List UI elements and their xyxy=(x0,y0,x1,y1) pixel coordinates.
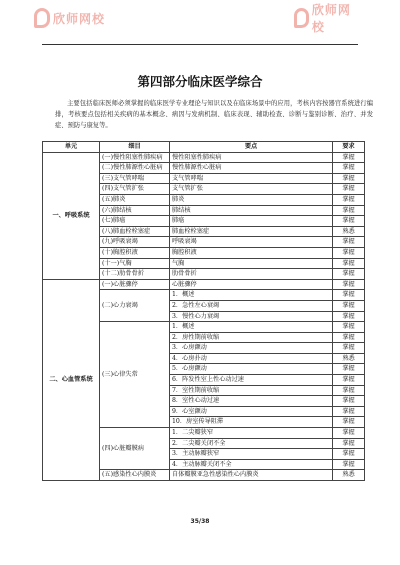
requirement-cell: 掌握 xyxy=(333,417,365,428)
topic-cell: (五)感染性心内膜炎 xyxy=(100,470,170,481)
point-cell: 3．心房颤动 xyxy=(170,343,333,354)
requirement-cell: 掌握 xyxy=(333,237,365,248)
point-cell: 胸腔积液 xyxy=(170,247,333,258)
syllabus-table xyxy=(42,141,365,481)
intro-paragraph: 主要包括临床医师必须掌握的临床医学专业理论与知识以及在临床场景中的应用，考核内容按器官系统进行编排，考核要点包括相关疾病的基本概念、病因与发病机制、临床表现、辅助检查、诊断与鉴别诊断、治疗、并发症、预防与康复等。 xyxy=(55,100,373,129)
column-header: 细目 xyxy=(100,142,170,153)
requirement-cell: 掌握 xyxy=(333,205,365,216)
requirement-cell: 掌握 xyxy=(333,375,365,386)
point-cell: 心脏骤停 xyxy=(170,279,333,290)
column-header: 单元 xyxy=(43,142,100,153)
requirement-cell: 熟悉 xyxy=(333,226,365,237)
point-cell: 慢性肺源性心脏病 xyxy=(170,163,333,174)
point-cell: 气胸 xyxy=(170,258,333,269)
point-cell: 2．房性期前收缩 xyxy=(170,332,333,343)
unit-cell: 二、心血管系统 xyxy=(43,279,100,480)
topic-cell: (二)心力衰竭 xyxy=(100,290,170,322)
requirement-cell: 掌握 xyxy=(333,364,365,375)
topic-cell: (四)心脏瓣膜病 xyxy=(100,428,170,470)
column-header: 要求 xyxy=(333,142,365,153)
requirement-cell: 掌握 xyxy=(333,385,365,396)
table-row xyxy=(43,152,365,163)
requirement-cell: 掌握 xyxy=(333,396,365,407)
requirement-cell: 熟悉 xyxy=(333,470,365,481)
point-cell: 2．急性左心衰竭 xyxy=(170,300,333,311)
point-cell: 1．二尖瓣狭窄 xyxy=(170,428,333,439)
topic-cell: (八)肺血栓栓塞症 xyxy=(100,226,170,237)
page-number: 35/38 xyxy=(190,518,210,525)
point-cell: 3．慢性心力衰竭 xyxy=(170,311,333,322)
point-cell: 慢性阻塞性肺疾病 xyxy=(170,152,333,163)
point-cell: 1．概述 xyxy=(170,290,333,301)
requirement-cell: 掌握 xyxy=(333,258,365,269)
point-cell: 支气管扩张 xyxy=(170,184,333,195)
requirement-cell: 掌握 xyxy=(333,173,365,184)
topic-cell: (十二)肋骨骨折 xyxy=(100,269,170,280)
requirement-cell: 掌握 xyxy=(333,194,365,205)
column-header: 要点 xyxy=(170,142,333,153)
point-cell: 6．阵发性室上性心动过速 xyxy=(170,375,333,386)
topic-cell: (一)心脏骤停 xyxy=(100,279,170,290)
page-header xyxy=(42,0,358,34)
topic-cell: (七)肺癌 xyxy=(100,216,170,227)
point-cell: 4．主动脉瓣关闭不全 xyxy=(170,459,333,470)
requirement-cell: 掌握 xyxy=(333,449,365,460)
topic-cell: (五)肺炎 xyxy=(100,194,170,205)
point-cell: 10．房室传导阻滞 xyxy=(170,417,333,428)
point-cell: 9．心室颤动 xyxy=(170,406,333,417)
point-cell: 8．室性心动过速 xyxy=(170,396,333,407)
requirement-cell: 熟悉 xyxy=(333,353,365,364)
point-cell: 支气管哮喘 xyxy=(170,173,333,184)
requirement-cell: 掌握 xyxy=(333,459,365,470)
logo-text: 欣师网校 xyxy=(53,11,106,26)
logo-icon xyxy=(34,8,50,28)
requirement-cell: 掌握 xyxy=(333,163,365,174)
requirement-cell: 掌握 xyxy=(333,247,365,258)
requirement-cell: 掌握 xyxy=(333,269,365,280)
requirement-cell: 掌握 xyxy=(333,152,365,163)
requirement-cell: 掌握 xyxy=(333,184,365,195)
requirement-cell: 掌握 xyxy=(333,290,365,301)
header-rule xyxy=(42,44,358,45)
requirement-cell: 掌握 xyxy=(333,438,365,449)
requirement-cell: 掌握 xyxy=(333,343,365,354)
requirement-cell: 掌握 xyxy=(333,332,365,343)
point-cell: 肺结核 xyxy=(170,205,333,216)
logo-icon xyxy=(294,8,309,28)
point-cell: 肺炎 xyxy=(170,194,333,205)
point-cell: 7．室性期前收缩 xyxy=(170,385,333,396)
unit-cell: 一、呼吸系统 xyxy=(43,152,100,279)
topic-cell: (十)胸腔积液 xyxy=(100,247,170,258)
requirement-cell: 掌握 xyxy=(333,300,365,311)
point-cell: 3．主动脉瓣狭窄 xyxy=(170,449,333,460)
watermark-logo xyxy=(34,6,105,30)
requirement-cell: 掌握 xyxy=(333,311,365,322)
requirement-cell: 掌握 xyxy=(333,279,365,290)
logo-text: 欣师网校 xyxy=(311,3,351,34)
table-row xyxy=(43,279,365,290)
topic-cell: (十一)气胸 xyxy=(100,258,170,269)
watermark-logo xyxy=(294,3,358,34)
page-title: 第四部分临床医学综合 xyxy=(137,74,263,89)
point-cell: 肋骨骨折 xyxy=(170,269,333,280)
topic-cell: (二)慢性肺源性心脏病 xyxy=(100,163,170,174)
point-cell: 1．概述 xyxy=(170,322,333,333)
topic-cell: (三)心律失常 xyxy=(100,322,170,428)
topic-cell: (一)慢性阻塞性肺疾病 xyxy=(100,152,170,163)
point-cell: 2．二尖瓣关闭不全 xyxy=(170,438,333,449)
point-cell: 自体瓣膜亚急性感染性心内膜炎 xyxy=(170,470,333,481)
requirement-cell: 掌握 xyxy=(333,216,365,227)
point-cell: 肺血栓栓塞症 xyxy=(170,226,333,237)
requirement-cell: 掌握 xyxy=(333,406,365,417)
requirement-cell: 掌握 xyxy=(333,428,365,439)
requirement-cell: 掌握 xyxy=(333,322,365,333)
point-cell: 4．心房扑动 xyxy=(170,353,333,364)
topic-cell: (六)肺结核 xyxy=(100,205,170,216)
topic-cell: (三)支气管哮喘 xyxy=(100,173,170,184)
point-cell: 肺癌 xyxy=(170,216,333,227)
point-cell: 呼吸衰竭 xyxy=(170,237,333,248)
point-cell: 5．心房颤动 xyxy=(170,364,333,375)
table-header-row xyxy=(43,142,365,153)
topic-cell: (九)呼吸衰竭 xyxy=(100,237,170,248)
topic-cell: (四)支气管扩张 xyxy=(100,184,170,195)
